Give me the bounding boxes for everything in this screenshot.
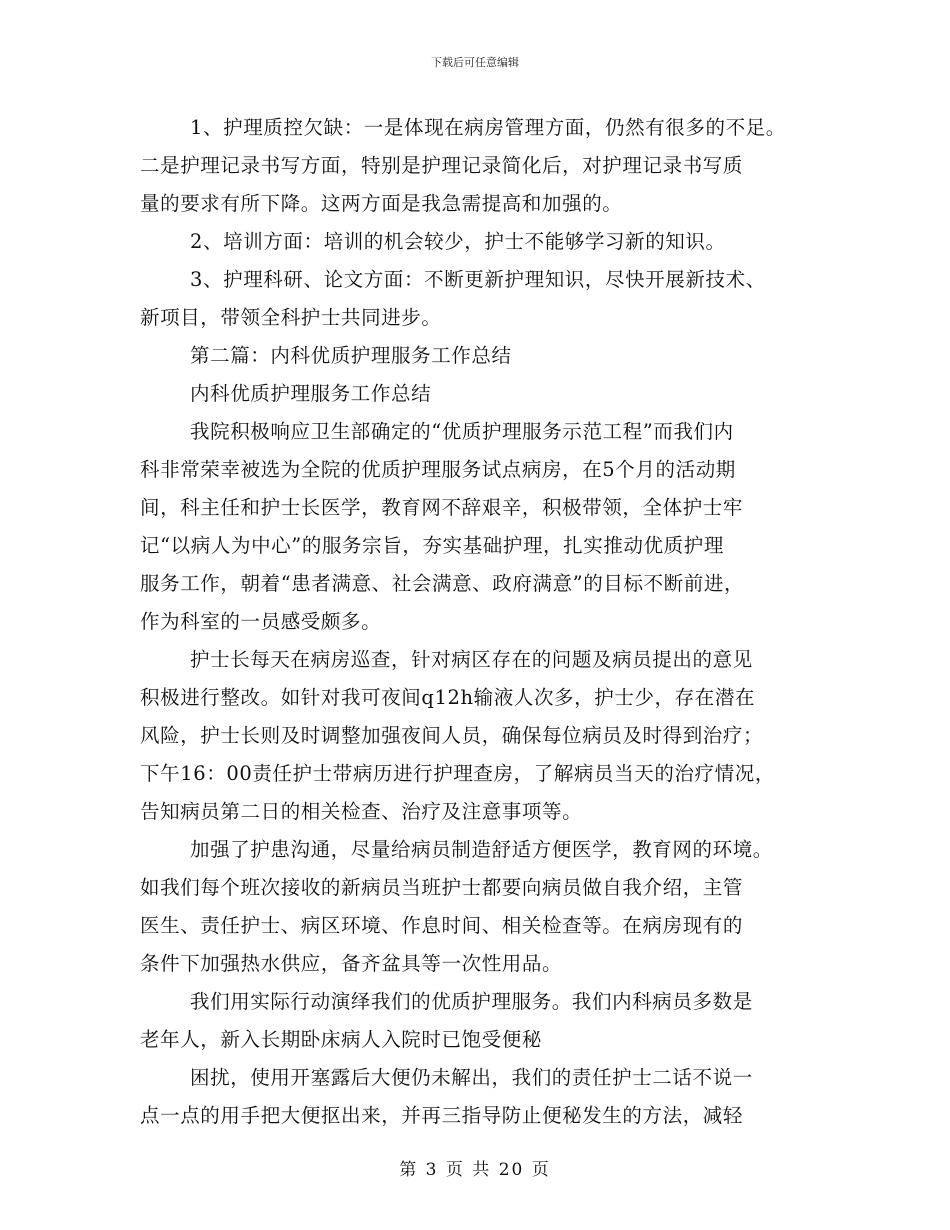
- text-line: 护士长每天在病房巡查，针对病区存在的问题及病员提出的意见: [190, 648, 753, 671]
- section-title: 内科优质护理服务工作总结: [190, 382, 432, 405]
- text-line: 老年人，新入长期卧床病人入院时已饱受便秘: [140, 1028, 543, 1051]
- text-line: 点一点的用手把大便抠出来，并再三指导防止便秘发生的方法，减轻: [140, 1104, 744, 1127]
- text-line: 二是护理记录书写方面，特别是护理记录简化后，对护理记录书写质: [140, 154, 744, 177]
- text-line: 新项目，带领全科护士共同进步。: [140, 306, 442, 329]
- text-line: 医生、责任护士、病区环境、作息时间、相关检查等。在病房现有的: [140, 914, 744, 937]
- text-line: 记“以病人为中心”的服务宗旨，夯实基础护理，扎实推动优质护理: [140, 534, 724, 557]
- text-line: 积极进行整改。如针对我可夜间q12h输液人次多，护士少，存在潜在: [140, 686, 756, 709]
- text-line: 下午16：00责任护士带病历进行护理查房，了解病员当天的治疗情况，: [140, 762, 775, 785]
- page-number-footer: 第 3 页 共 20 页: [399, 1160, 551, 1180]
- text-line: 如我们每个班次接收的新病员当班护士都要向病员做自我介绍，主管: [140, 876, 744, 899]
- text-line: 告知病员第二日的相关检查、治疗及注意事项等。: [140, 800, 583, 823]
- text-line: 我们用实际行动演绎我们的优质护理服务。我们内科病员多数是: [190, 990, 753, 1013]
- text-line: 我院积极响应卫生部确定的“优质护理服务示范工程”而我们内: [190, 420, 734, 443]
- text-line: 科非常荣幸被选为全院的优质护理服务试点病房，在5个月的活动期: [140, 458, 736, 481]
- text-line: 1、护理质控欠缺：一是体现在病房管理方面，仍然有很多的不足。: [190, 116, 786, 139]
- text-line: 量的要求有所下降。这两方面是我急需提高和加强的。: [140, 192, 623, 215]
- text-line: 风险，护士长则及时调整加强夜间人员，确保每位病员及时得到治疗；: [140, 724, 764, 747]
- text-line: 2、培训方面：培训的机会较少，护士不能够学习新的知识。: [190, 230, 726, 253]
- text-line: 间，科主任和护士长医学，教育网不辞艰辛，积极带领，全体护士牢: [140, 496, 744, 519]
- text-line: 条件下加强热水供应，备齐盆具等一次性用品。: [140, 952, 563, 975]
- text-line: 3、护理科研、论文方面：不断更新护理知识，尽快开展新技术、: [190, 268, 766, 291]
- section-heading: 第二篇：内科优质护理服务工作总结: [190, 344, 512, 367]
- page-header: 下载后可任意编辑: [431, 56, 519, 69]
- text-line: 服务工作，朝着“患者满意、社会满意、政府满意”的目标不断前进，: [140, 572, 745, 595]
- text-line: 作为科室的一员感受颇多。: [140, 610, 382, 633]
- text-line: 加强了护患沟通，尽量给病员制造舒适方便医学，教育网的环境。: [190, 838, 773, 861]
- text-line: 困扰，使用开塞露后大便仍未解出，我们的责任护士二话不说一: [190, 1066, 753, 1089]
